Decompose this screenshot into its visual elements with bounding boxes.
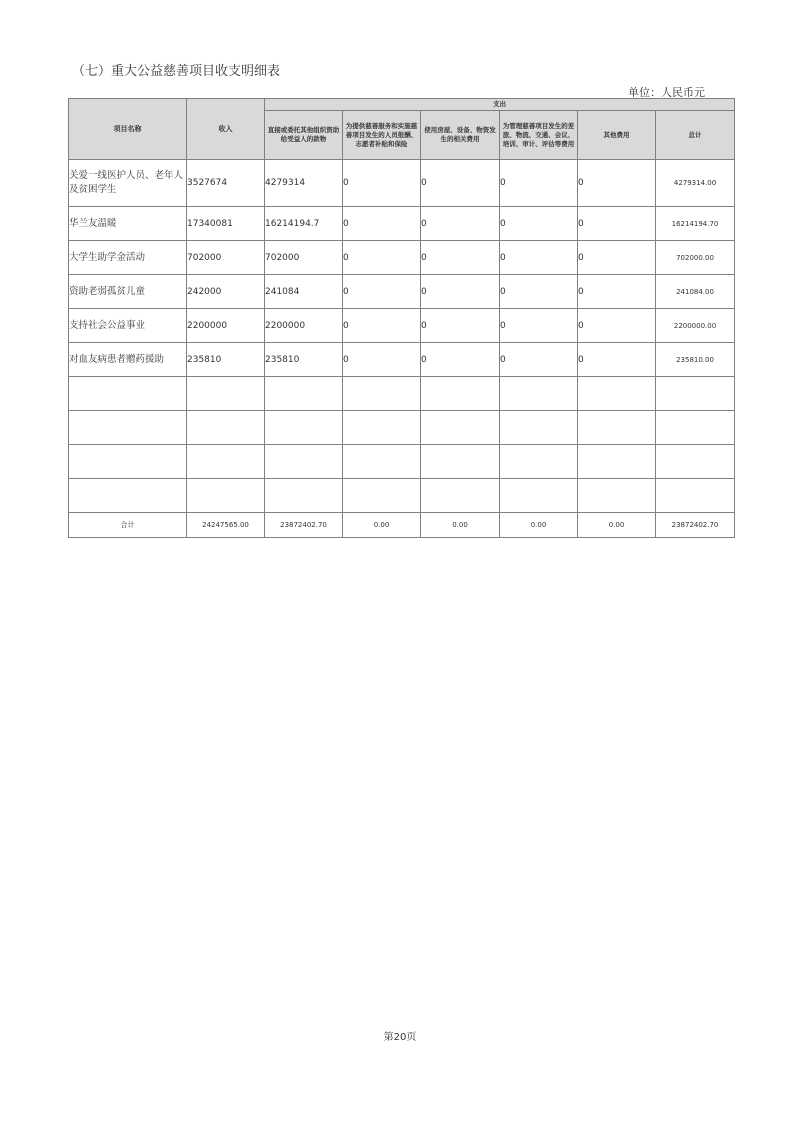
empty-management-cell[interactable]	[500, 445, 578, 479]
facilities-cell[interactable]: 0	[421, 160, 500, 207]
income-cell[interactable]: 702000	[187, 241, 265, 275]
empty-facilities-cell[interactable]	[421, 479, 500, 513]
project-name-cell[interactable]: 对血友病患者赠药援助	[69, 343, 187, 377]
project-name-cell[interactable]: 资助老弱孤贫儿童	[69, 275, 187, 309]
empty-personnel-cell[interactable]	[343, 411, 421, 445]
management-cell[interactable]: 0	[500, 309, 578, 343]
empty-project-name-cell[interactable]	[69, 479, 187, 513]
management-cell[interactable]: 0	[500, 160, 578, 207]
income-cell[interactable]: 235810	[187, 343, 265, 377]
header-direct-aid: 直接或委托其他组织资助给受益人的款物	[265, 111, 343, 160]
facilities-cell[interactable]: 0	[421, 275, 500, 309]
page-title: （七）重大公益慈善项目收支明细表	[72, 64, 281, 79]
unit-label: 单位：人民币元	[628, 86, 705, 99]
empty-project-name-cell[interactable]	[69, 445, 187, 479]
other-cell[interactable]: 0	[578, 309, 656, 343]
empty-direct-aid-cell[interactable]	[265, 411, 343, 445]
empty-income-cell[interactable]	[187, 411, 265, 445]
empty-direct-aid-cell[interactable]	[265, 479, 343, 513]
direct-aid-cell[interactable]: 16214194.7	[265, 207, 343, 241]
table-body	[69, 160, 735, 513]
empty-total-cell[interactable]	[656, 377, 735, 411]
direct-aid-cell[interactable]: 702000	[265, 241, 343, 275]
project-name-cell[interactable]: 支持社会公益事业	[69, 309, 187, 343]
project-name-cell[interactable]: 大学生助学金活动	[69, 241, 187, 275]
empty-table-row	[69, 377, 735, 411]
personnel-cell[interactable]: 0	[343, 241, 421, 275]
empty-personnel-cell[interactable]	[343, 479, 421, 513]
other-cell[interactable]: 0	[578, 160, 656, 207]
empty-total-cell[interactable]	[656, 445, 735, 479]
direct-aid-cell[interactable]: 235810	[265, 343, 343, 377]
facilities-cell[interactable]: 0	[421, 309, 500, 343]
empty-project-name-cell[interactable]	[69, 411, 187, 445]
empty-table-row	[69, 445, 735, 479]
other-cell[interactable]: 0	[578, 275, 656, 309]
sum-management: 0.00	[500, 513, 578, 538]
sum-income: 24247565.00	[187, 513, 265, 538]
header-expenditure: 支出	[265, 99, 735, 111]
empty-direct-aid-cell[interactable]	[265, 377, 343, 411]
personnel-cell[interactable]: 0	[343, 309, 421, 343]
direct-aid-cell[interactable]: 2200000	[265, 309, 343, 343]
management-cell[interactable]: 0	[500, 275, 578, 309]
sum-total: 23872402.70	[656, 513, 735, 538]
management-cell[interactable]: 0	[500, 241, 578, 275]
empty-management-cell[interactable]	[500, 479, 578, 513]
empty-personnel-cell[interactable]	[343, 377, 421, 411]
total-cell[interactable]: 16214194.70	[656, 207, 735, 241]
personnel-cell[interactable]: 0	[343, 343, 421, 377]
empty-direct-aid-cell[interactable]	[265, 445, 343, 479]
management-cell[interactable]: 0	[500, 343, 578, 377]
empty-total-cell[interactable]	[656, 479, 735, 513]
other-cell[interactable]: 0	[578, 207, 656, 241]
sum-direct-aid: 23872402.70	[265, 513, 343, 538]
empty-management-cell[interactable]	[500, 411, 578, 445]
header-personnel: 为提供慈善服务和实施慈善项目发生的人员报酬、志愿者补贴和保险	[343, 111, 421, 160]
empty-project-name-cell[interactable]	[69, 377, 187, 411]
empty-table-row	[69, 479, 735, 513]
table-row	[69, 160, 735, 207]
direct-aid-cell[interactable]: 241084	[265, 275, 343, 309]
empty-other-cell[interactable]	[578, 445, 656, 479]
sum-personnel: 0.00	[343, 513, 421, 538]
total-cell[interactable]: 241084.00	[656, 275, 735, 309]
table-row	[69, 241, 735, 275]
income-expenditure-table	[68, 98, 735, 538]
total-cell[interactable]: 235810.00	[656, 343, 735, 377]
header-other: 其他费用	[578, 111, 656, 160]
personnel-cell[interactable]: 0	[343, 207, 421, 241]
table-row	[69, 343, 735, 377]
empty-income-cell[interactable]	[187, 445, 265, 479]
facilities-cell[interactable]: 0	[421, 343, 500, 377]
management-cell[interactable]: 0	[500, 207, 578, 241]
facilities-cell[interactable]: 0	[421, 241, 500, 275]
total-cell[interactable]: 2200000.00	[656, 309, 735, 343]
empty-personnel-cell[interactable]	[343, 445, 421, 479]
header-income: 收入	[187, 99, 265, 160]
income-cell[interactable]: 242000	[187, 275, 265, 309]
income-cell[interactable]: 2200000	[187, 309, 265, 343]
table-row	[69, 275, 735, 309]
personnel-cell[interactable]: 0	[343, 160, 421, 207]
header-project-name: 项目名称	[69, 99, 187, 160]
other-cell[interactable]: 0	[578, 241, 656, 275]
empty-management-cell[interactable]	[500, 377, 578, 411]
header-management: 为管理慈善项目发生的差旅、物流、交通、会议、培训、审计、评估等费用	[500, 111, 578, 160]
total-cell[interactable]: 4279314.00	[656, 160, 735, 207]
income-cell[interactable]: 3527674	[187, 160, 265, 207]
header-total: 总计	[656, 111, 735, 160]
project-name-cell[interactable]: 关爱一线医护人员、老年人及贫困学生	[69, 160, 187, 207]
header-facilities: 使用房屋、设备、物资发生的相关费用	[421, 111, 500, 160]
direct-aid-cell[interactable]: 4279314	[265, 160, 343, 207]
sum-other: 0.00	[578, 513, 656, 538]
income-cell[interactable]: 17340081	[187, 207, 265, 241]
page-number: 第20页	[383, 1032, 417, 1043]
facilities-cell[interactable]: 0	[421, 207, 500, 241]
empty-other-cell[interactable]	[578, 479, 656, 513]
table-row	[69, 207, 735, 241]
empty-other-cell[interactable]	[578, 411, 656, 445]
empty-facilities-cell[interactable]	[421, 377, 500, 411]
empty-income-cell[interactable]	[187, 479, 265, 513]
sum-facilities: 0.00	[421, 513, 500, 538]
other-cell[interactable]: 0	[578, 343, 656, 377]
empty-facilities-cell[interactable]	[421, 445, 500, 479]
personnel-cell[interactable]: 0	[343, 275, 421, 309]
project-name-cell[interactable]: 华兰友温暖	[69, 207, 187, 241]
sum-row	[69, 513, 735, 538]
total-cell[interactable]: 702000.00	[656, 241, 735, 275]
empty-table-row	[69, 411, 735, 445]
table-row	[69, 309, 735, 343]
empty-other-cell[interactable]	[578, 377, 656, 411]
empty-total-cell[interactable]	[656, 411, 735, 445]
empty-income-cell[interactable]	[187, 377, 265, 411]
empty-facilities-cell[interactable]	[421, 411, 500, 445]
sum-label: 合计	[69, 513, 187, 538]
